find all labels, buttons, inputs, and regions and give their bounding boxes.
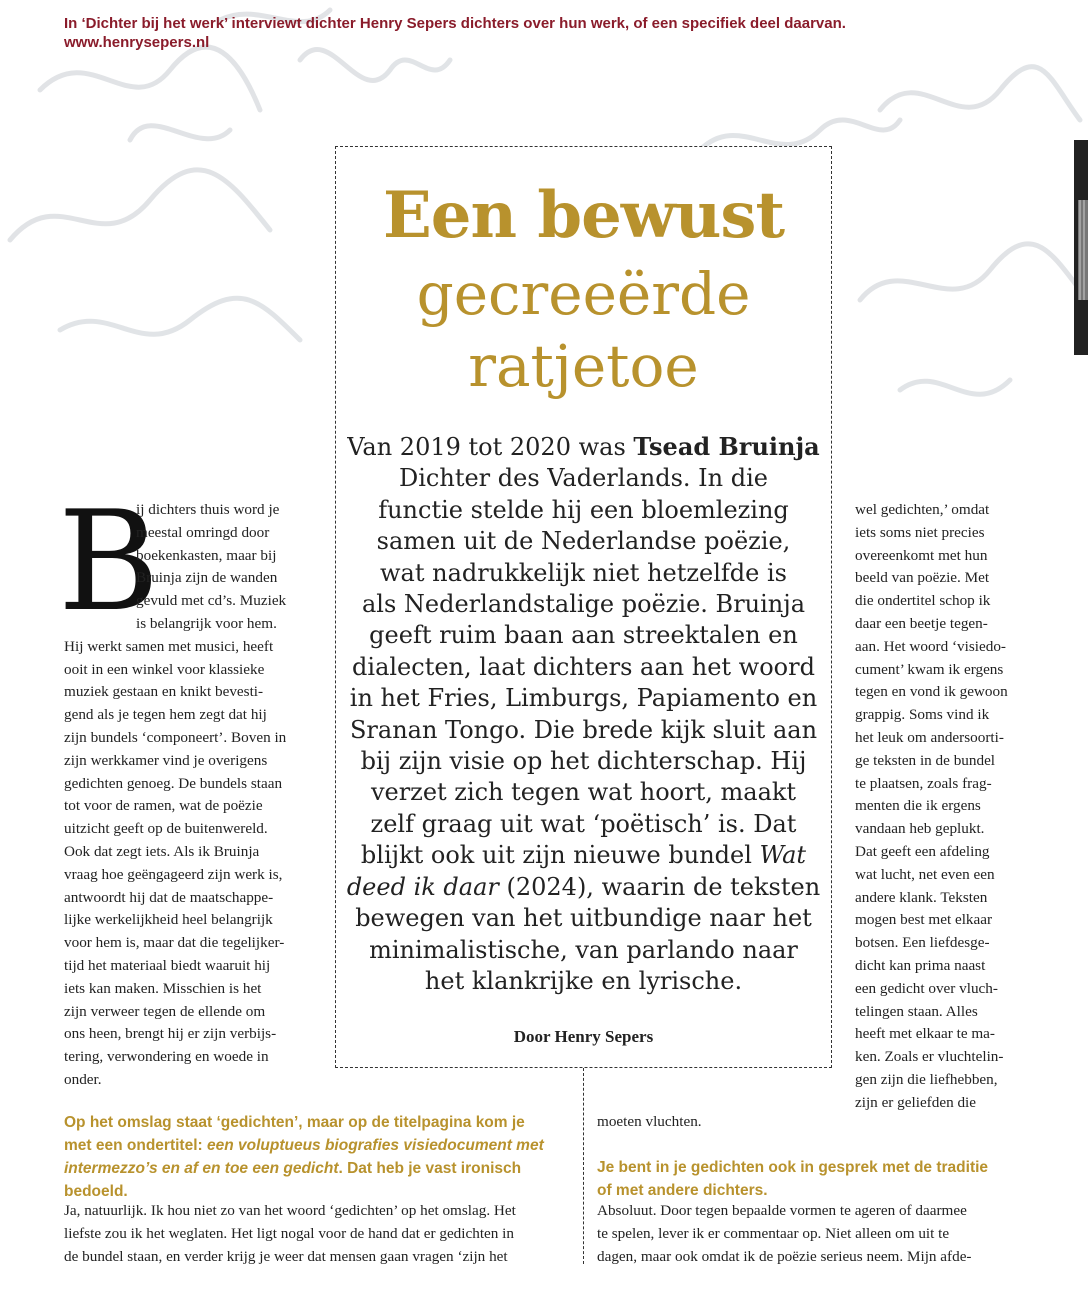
lead-line: blijkt ook uit zijn nieuwe bundel Wat	[360, 841, 807, 870]
title-light-line2: ratjetoe	[468, 332, 699, 400]
body-line: die ondertitel schop ik	[855, 592, 991, 610]
body-line: ij dichters thuis word je	[136, 501, 280, 518]
body-line: het leuk om andersoorti-	[855, 728, 1004, 746]
body-line: heeft met elkaar te ma-	[855, 1025, 995, 1043]
body-line: overeenkomt met hun	[855, 546, 988, 564]
body-line: cument’ kwam ik ergens	[855, 660, 1004, 678]
lead-line: wat nadrukkelijk niet hetzelfde is	[380, 558, 787, 587]
title-light-line1: gecreeërde	[416, 260, 751, 328]
lead-line: Sranan Tongo. Die brede kijk sluit aan	[349, 715, 818, 744]
body-line: wat lucht, net even een	[855, 865, 995, 883]
body-line: Bruinja zijn de wanden	[136, 569, 278, 587]
dropcap: B	[58, 481, 160, 642]
question-2	[597, 1156, 1037, 1202]
body-line: ons heen, brengt hij er zijn verbijs-	[64, 1025, 277, 1043]
body-line: antwoordt hij dat de maatschappe-	[64, 888, 274, 906]
body-line: iets soms niet precies	[855, 523, 985, 541]
body-line: ge teksten in de bundel	[855, 751, 996, 769]
question-line: Op het omslag staat ‘gedichten’, maar op de titelpagina kom je	[64, 1114, 525, 1131]
body-line: wel gedichten,’ omdat	[855, 501, 990, 518]
body-line: zijn verweer tegen de ellende om	[64, 1002, 266, 1020]
body-line: dicht kan prima naast	[855, 956, 986, 974]
lead-paragraph	[336, 431, 831, 997]
body-line: gedichten genoeg. De bundels staan	[64, 774, 283, 792]
body-line: meestal omringd door	[136, 523, 270, 541]
right-column-continuation	[597, 1111, 702, 1134]
body-line: zijn er geliefden die	[855, 1093, 977, 1111]
body-line: onder.	[64, 1070, 102, 1088]
byline: Door Henry Sepers	[513, 1027, 654, 1046]
body-line: lijke werkelijkheid heel belangrijk	[64, 911, 273, 929]
body-line: ooit in een winkel voor klassieke	[64, 660, 265, 678]
answer-line: de bundel staan, en verder krijg je weer dat mensen gaan vragen ‘zijn het	[64, 1247, 508, 1265]
body-line: zijn bundels ‘componeert’. Boven in	[64, 728, 287, 746]
body-line: telingen staan. Alles	[855, 1002, 978, 1020]
answer-line: Absoluut. Door tegen bepaalde vormen te ageren of daarmee	[597, 1202, 967, 1219]
body-line: gen zijn die liefhebben,	[855, 1070, 998, 1088]
body-line: beeld van poëzie. Met	[855, 569, 990, 587]
body-line: Ook dat zegt iets. Als ik Bruinja	[64, 842, 260, 860]
lead-line: minimalistische, van parlando naar	[369, 935, 798, 964]
question-line: of met andere dichters.	[597, 1182, 768, 1199]
continuation-line: moeten vluchten.	[597, 1113, 702, 1130]
question-line: bedoeld.	[64, 1183, 128, 1200]
website-link[interactable]: www.henrysepers.nl	[64, 34, 210, 51]
body-line: grappig. Soms vind ik	[855, 706, 990, 724]
body-line: boekenkasten, maar bij	[136, 546, 277, 564]
body-line: voor hem is, maar dat die tegelijker-	[64, 934, 285, 952]
body-line: tot voor de ramen, wat de poëzie	[64, 797, 263, 815]
lead-line: geeft ruim baan aan streektalen en	[369, 621, 798, 650]
body-line: tijd het materiaal biedt waaruit hij	[64, 956, 271, 974]
lead-line: functie stelde hij een bloemlezing	[378, 495, 789, 524]
body-line: tegen en vond ik gewoon	[855, 683, 1008, 701]
lead-line: zelf graag uit wat ‘poëtisch’ is. Dat	[370, 809, 797, 838]
left-column	[64, 499, 324, 1092]
question-line: intermezzo’s en af en toe een gedicht. Dat heb je vast ironisch	[64, 1160, 522, 1177]
lead-line: samen uit de Nederlandse poëzie,	[376, 527, 791, 556]
title-box	[335, 146, 832, 1068]
body-line: ken. Zoals er vluchtelin-	[855, 1048, 1004, 1066]
body-line: uitzicht geeft op de buitenwereld.	[64, 820, 268, 838]
body-line: iets kan maken. Misschien is het	[64, 979, 262, 997]
answer-1	[64, 1200, 574, 1268]
body-line: andere klank. Teksten	[855, 888, 988, 906]
right-column	[855, 499, 1045, 1115]
answer-line: dagen, maar ook omdat ik de poëzie serieus neem. Mijn afde-	[597, 1247, 972, 1265]
answer-2	[597, 1200, 1037, 1268]
body-line: aan. Het woord ‘visiedo-	[855, 637, 1006, 655]
body-line: te plaatsen, zoals frag-	[855, 774, 992, 792]
intro-text: In ‘Dichter bij het werk’ interviewt dichter Henry Sepers dichters over hun werk, of een specifiek deel daarvan.	[64, 15, 846, 32]
lead-line: Van 2019 tot 2020 was Tsead Bruinja	[347, 432, 820, 461]
lead-line: als Nederlandstalige poëzie. Bruinja	[361, 590, 806, 619]
question-line: Je bent in je gedichten ook in gesprek met de traditie	[597, 1159, 989, 1176]
body-line: zijn werkkamer vind je overigens	[64, 751, 268, 769]
body-line: vandaan heb geplukt.	[855, 820, 985, 838]
body-line: botsen. Een liefdesge-	[855, 934, 990, 952]
body-line: muziek gestaan en knikt bevesti-	[64, 683, 264, 701]
body-line: Hij werkt samen met musici, heeft	[64, 637, 274, 655]
column-divider	[583, 1068, 584, 1264]
body-line: is belangrijk voor hem.	[136, 614, 277, 632]
body-line: vraag hoe geëngageerd zijn werk is,	[64, 865, 283, 883]
question-1	[64, 1111, 574, 1203]
answer-line: liefste zou ik het weglaten. Het ligt nogal voor de hand dat er gedichten in	[64, 1224, 514, 1242]
body-line: Dat geeft een afdeling	[855, 842, 990, 860]
series-intro	[64, 14, 964, 52]
lead-line: verzet zich tegen wat hoort, maakt	[370, 778, 797, 807]
lead-line: deed ik daar (2024), waarin de teksten	[346, 872, 821, 901]
body-line: gend als je tegen hem zegt dat hij	[64, 706, 267, 724]
lead-line: dialecten, laat dichters aan het woord	[352, 652, 815, 681]
answer-line: Ja, natuurlijk. Ik hou niet zo van het woord ‘gedichten’ op het omslag. Het	[64, 1202, 516, 1219]
lead-line: bewegen van het uitbundige naar het	[355, 904, 812, 933]
body-line: daar een beetje tegen-	[855, 614, 988, 632]
body-line: mogen best met elkaar	[855, 911, 993, 929]
lead-line: Dichter des Vaderlands. In die	[399, 464, 768, 493]
answer-line: te spelen, lever ik er commentaar op. Niet alleen om uit te	[597, 1224, 950, 1242]
lead-line: het klankrijke en lyrische.	[424, 966, 743, 995]
question-line: met een ondertitel: een voluptueus biografies visiedocument met	[64, 1137, 544, 1154]
title-bold: Een bewust	[383, 178, 784, 253]
body-line: gevuld met cd’s. Muziek	[136, 592, 287, 610]
body-line: een gedicht over vluch-	[855, 979, 998, 997]
body-line: tering, verwondering en woede in	[64, 1048, 269, 1066]
photo-edge	[1066, 140, 1088, 355]
lead-line: bij zijn visie op het dichterschap. Hij	[360, 747, 807, 776]
body-line: menten die ik ergens	[855, 797, 981, 815]
lead-line: in het Fries, Limburgs, Papiamento en	[349, 684, 818, 713]
